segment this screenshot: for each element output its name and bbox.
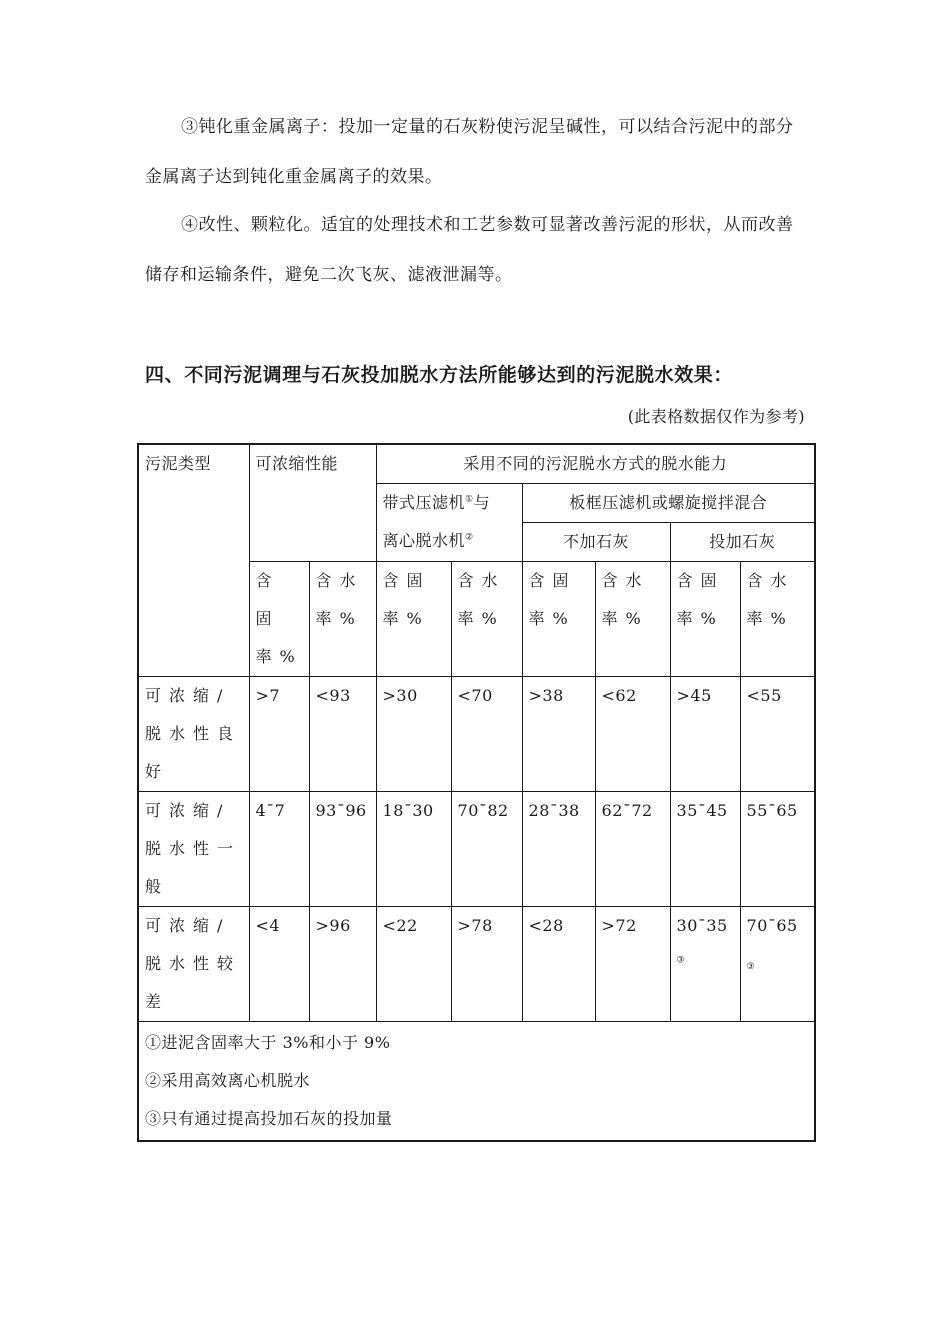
value-text: 30¯35 (676, 916, 728, 935)
value-cell: 93¯96 (309, 792, 376, 907)
section-heading: 四、不同污泥调理与石灰投加脱水方法所能够达到的污泥脱水效果： (145, 364, 734, 386)
table-footnotes (138, 1022, 815, 1142)
paragraph-passivation: ③钝化重金属离子：投加一定量的石灰粉使污泥呈碱性，可以结合污泥中的部分金属离子达到钝化重金属离子的效果。 (145, 117, 794, 187)
header-water-content: 含水率% (740, 562, 815, 677)
header-solid-content: 含固率% (670, 562, 740, 677)
value-cell (740, 907, 815, 1022)
value-cell: >96 (309, 907, 376, 1022)
header-plate-frame: 板框压滤机或螺旋搅拌混合 (522, 484, 815, 523)
header-water-content: 含水率% (451, 562, 522, 677)
header-belt-label: 带式压滤机 (382, 493, 466, 512)
footnote-ref-3: ③ (746, 962, 756, 972)
footnote-ref-1: ① (465, 494, 474, 505)
paragraph-modification: ④改性、颗粒化。适宜的处理技术和工艺参数可显著改善污泥的形状，从而改善储存和运输条件，避免二次飞灰、滤液泄漏等。 (145, 215, 794, 285)
table-note: (此表格数据仅作为参考) (627, 407, 805, 426)
header-dewatering-methods: 采用不同的污泥脱水方式的脱水能力 (376, 444, 815, 484)
value-cell: 55¯65 (740, 792, 815, 907)
header-with-lime: 投加石灰 (670, 523, 815, 562)
value-cell: <93 (309, 677, 376, 792)
footnote-3: ③只有通过提高投加石灰的投加量 (145, 1109, 393, 1128)
value-text: 70¯65 (746, 916, 798, 935)
sludge-type-cell: 可浓缩/脱水性一般 (138, 792, 249, 907)
header-no-lime: 不加石灰 (522, 523, 670, 562)
header-belt-and: 与 (473, 493, 491, 512)
table-row (138, 907, 815, 1022)
footnote-ref-3: ③ (676, 955, 686, 966)
value-cell: <62 (595, 677, 670, 792)
value-cell: <4 (249, 907, 309, 1022)
header-thickening: 可浓缩性能 (249, 444, 376, 562)
value-cell: <22 (376, 907, 451, 1022)
value-cell (670, 907, 740, 1022)
footnote-ref-2: ② (465, 532, 474, 543)
header-centrifuge-label: 离心脱水机 (382, 531, 466, 550)
value-cell: 4¯7 (249, 792, 309, 907)
value-cell: <28 (522, 907, 595, 1022)
value-cell: >45 (670, 677, 740, 792)
header-solid-content: 含固率% (249, 562, 309, 677)
header-solid-content: 含固率% (522, 562, 595, 677)
header-belt-centrifuge (376, 484, 522, 562)
value-cell: >38 (522, 677, 595, 792)
table-row (138, 792, 815, 907)
footnote-2: ②采用高效离心机脱水 (145, 1071, 311, 1090)
sludge-type-cell: 可浓缩/脱水性良好 (138, 677, 249, 792)
header-water-content: 含水率% (595, 562, 670, 677)
value-cell: 18¯30 (376, 792, 451, 907)
header-sludge-type: 污泥类型 (138, 444, 249, 677)
table-row (138, 677, 815, 792)
value-cell: >7 (249, 677, 309, 792)
value-cell: 28¯38 (522, 792, 595, 907)
value-cell: <55 (740, 677, 815, 792)
value-cell: 62¯72 (595, 792, 670, 907)
value-cell: >78 (451, 907, 522, 1022)
value-cell: 70¯82 (451, 792, 522, 907)
value-cell: <70 (451, 677, 522, 792)
header-solid-content: 含固率% (376, 562, 451, 677)
value-cell: >72 (595, 907, 670, 1022)
header-water-content: 含水率% (309, 562, 376, 677)
footnote-1: ①进泥含固率大于 3%和小于 9% (145, 1033, 391, 1052)
dewatering-table (137, 443, 816, 1142)
value-cell: >30 (376, 677, 451, 792)
sludge-type-cell: 可浓缩/脱水性较差 (138, 907, 249, 1022)
value-cell: 35¯45 (670, 792, 740, 907)
